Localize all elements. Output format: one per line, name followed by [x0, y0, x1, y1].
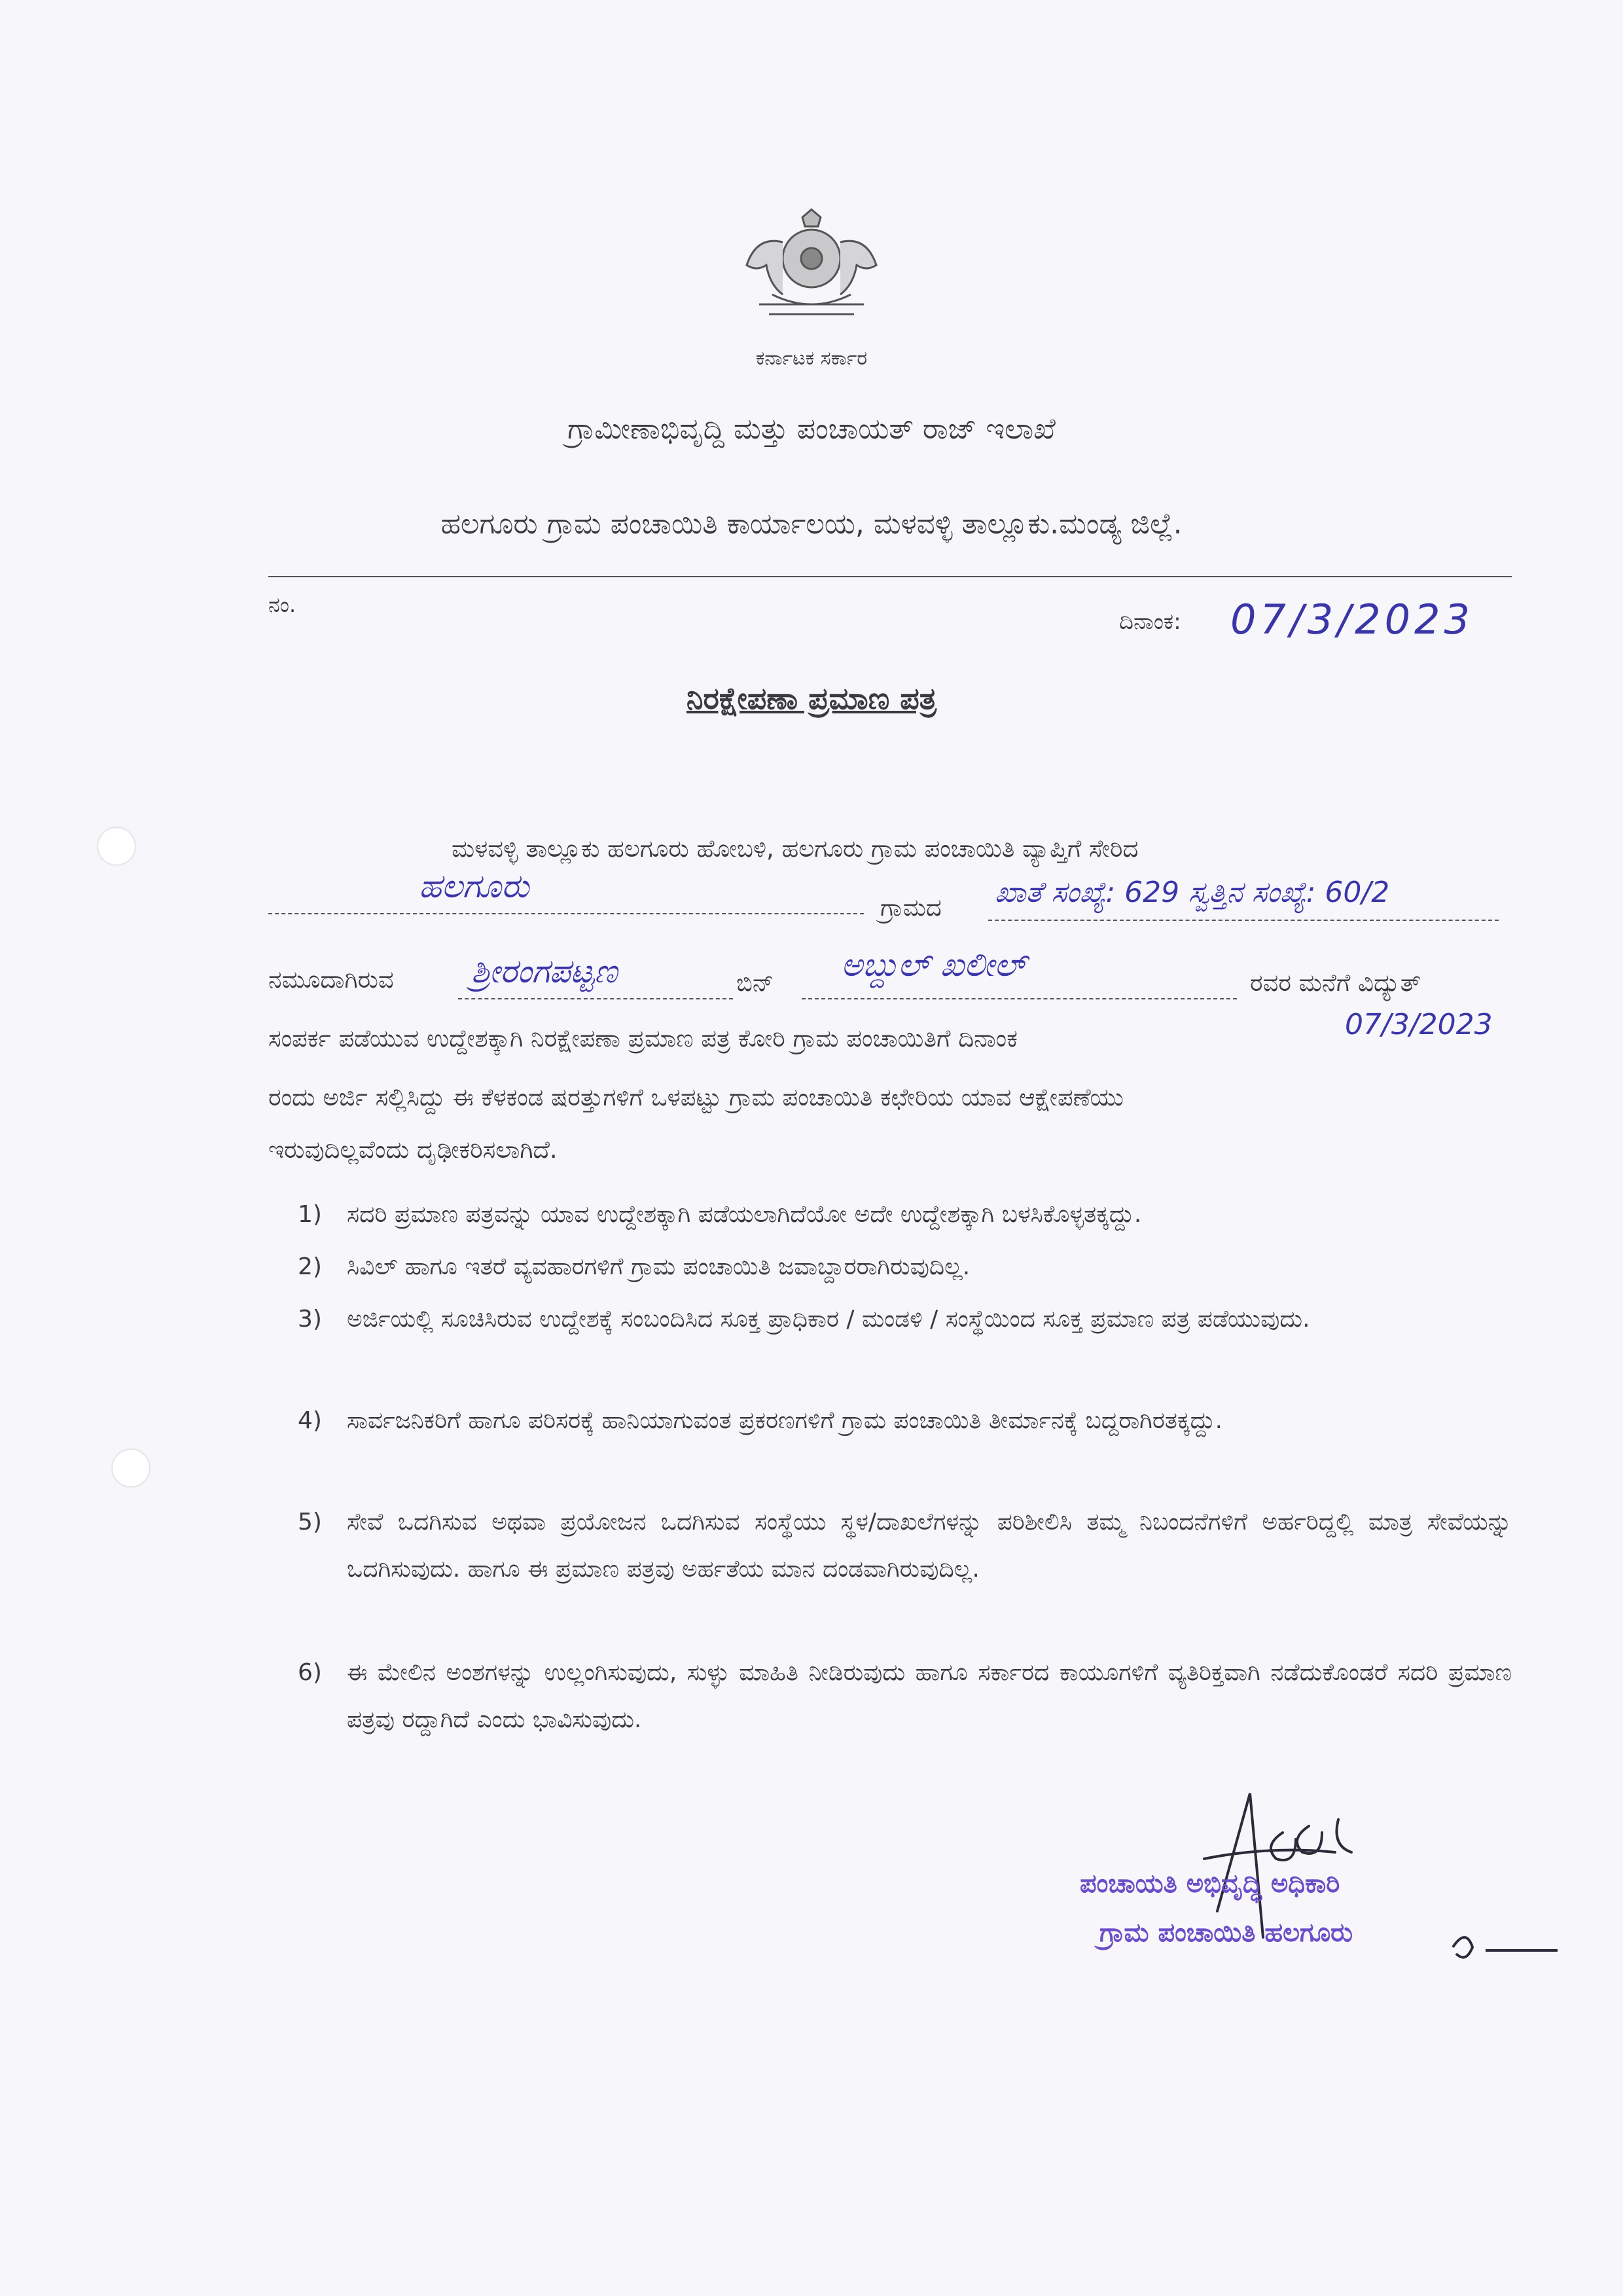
punch-hole-bottom	[113, 1450, 149, 1486]
father-name-handwritten: ಅಬ್ದುಲ್ ಖಲೀಲ್	[841, 946, 1026, 984]
condition-number: 5)	[298, 1509, 322, 1535]
state-emblem-icon	[733, 196, 890, 327]
name-fill-line	[458, 998, 733, 999]
condition-item	[298, 1191, 1508, 1244]
condition-item	[298, 1296, 1508, 1394]
office-name: ಹಲಗೂರು ಗ್ರಾಮ ಪಂಚಾಯಿತಿ ಕಾರ್ಯಾಲಯ, ಮಳವಳ್ಳಿ ತಾಲ್ಲೂಕು.ಮಂಡ್ಯ ಜಿಲ್ಲೆ.	[440, 507, 1183, 541]
name-handwritten: ಶ್ರೀರಂಗಪಟ್ಟಣ	[471, 952, 618, 990]
date-label: ದಿನಾಂಕ:	[1119, 609, 1181, 635]
bin-label: ಬಿನ್	[736, 969, 774, 997]
village-fill-line	[268, 913, 864, 914]
date-value-handwritten: 07/3/2023	[1230, 596, 1474, 643]
condition-item	[298, 1649, 1512, 1748]
condition-text: ಸಾರ್ವಜನಿಕರಿಗೆ ಹಾಗೂ ಪರಿಸರಕ್ಕೆ ಹಾನಿಯಾಗುವಂತ ಪ್ರಕರಣಗಳಿಗೆ ಗ್ರಾಮ ಪಂಚಾಯಿತಿ ತೀರ್ಮಾನಕ್ಕೆ ಬದ್ದರಾಗಿರತಕ್ಕದ್ದು.	[347, 1407, 1223, 1434]
condition-text: ಅರ್ಜಿಯಲ್ಲಿ ಸೂಚಿಸಿರುವ ಉದ್ದೇಶಕ್ಕೆ ಸಂಬಂದಿಸಿದ ಸೂಕ್ತ ಪ್ರಾಧಿಕಾರ / ಮಂಡಳಿ / ಸಂಸ್ಥೆಯಿಂದ ಸೂಕ್ತ ಪ್ರಮಾಣ ಪತ್ರ ಪಡೆಯುವುದು.	[347, 1306, 1310, 1333]
condition-number: 1)	[298, 1201, 322, 1228]
condition-number: 3)	[298, 1306, 322, 1333]
initials-mark	[1446, 1924, 1564, 1970]
condition-number: 4)	[298, 1407, 322, 1434]
property-handwritten: ಖಾತೆ ಸಂಖ್ಯೆ: 629 ಸ್ವತ್ತಿನ ಸಂಖ್ಯೆ: 60/2	[995, 876, 1390, 909]
department-name: ಗ್ರಾಮೀಣಾಭಿವೃದ್ದಿ ಮತ್ತು ಪಂಚಾಯತ್ ರಾಜ್ ಇಲಾಖೆ	[567, 412, 1056, 446]
header-divider	[268, 576, 1512, 577]
condition-text: ಸೇವೆ ಒದಗಿಸುವ ಅಥವಾ ಪ್ರಯೋಜನ ಒದಗಿಸುವ ಸಂಸ್ಥೆಯು ಸ್ಥಳ/ದಾಖಲೆಗಳನ್ನು ಪರಿಶೀಲಿಸಿ ತಮ್ಮ ನಿಬಂದನೆಗಳಿಗೆ ಅರ್ಹರಿದ್ದಲ್ಲಿ ಮಾತ್ರ ಸೇವೆಯನ್ನು ಒದಗಿಸುವುದು. ಹಾಗೂ ಈ ಪ್ರಮಾಣ ಪತ್ರವು ಅರ್ಹತೆಯ ಮಾನ ದಂಡವಾಗಿರುವುದಿಲ್ಲ.	[347, 1509, 1512, 1583]
application-date-handwritten: 07/3/2023	[1345, 1008, 1493, 1041]
condition-item	[298, 1244, 1508, 1296]
body-line-1: ಮಳವಳ್ಳಿ ತಾಲ್ಲೂಕು ಹಲಗೂರು ಹೋಬಳಿ, ಹಲಗೂರು ಗ್ರಾಮ ಪಂಚಾಯಿತಿ ವ್ಯಾಪ್ತಿಗೆ ಸೇರಿದ	[452, 834, 1139, 863]
condition-text: ಸದರಿ ಪ್ರಮಾಣ ಪತ್ರವನ್ನು ಯಾವ ಉದ್ದೇಶಕ್ಕಾಗಿ ಪಡೆಯಲಾಗಿದೆಯೋ ಅದೇ ಉದ್ದೇಶಕ್ಕಾಗಿ ಬಳಸಿಕೊಳ್ಳತಕ್ಕದ್ದು.	[347, 1201, 1142, 1228]
condition-item	[298, 1397, 1508, 1496]
condition-number: 6)	[298, 1659, 322, 1686]
body-line-3-end: ರವರ ಮನೆಗೆ ವಿದ್ಯುತ್	[1250, 969, 1421, 997]
condition-item	[298, 1499, 1512, 1643]
certificate-title: ನಿರಕ್ಷೇಪಣಾ ಪ್ರಮಾಣ ಪತ್ರ	[686, 681, 937, 716]
body-line-4: ಸಂಪರ್ಕ ಪಡೆಯುವ ಉದ್ದೇಶಕ್ಕಾಗಿ ನಿರಕ್ಷೇಪಣಾ ಪ್ರಮಾಣ ಪತ್ರ ಕೋರಿ ಗ್ರಾಮ ಪಂಚಾಯಿತಿಗೆ ದಿನಾಂಕ	[268, 1024, 1018, 1052]
village-label: ಗ್ರಾಮದ	[880, 893, 942, 922]
community-label: ನಮೂದಾಗಿರುವ	[268, 965, 394, 994]
signatory-stamp-line-1: ಪಂಚಾಯತಿ ಅಭಿವೃದ್ಧಿ ಅಧಿಕಾರಿ	[1080, 1869, 1340, 1899]
punch-hole-top	[98, 828, 135, 865]
signatory-stamp-line-2: ಗ್ರಾಮ ಪಂಚಾಯಿತಿ ಹಲಗೂರು	[1099, 1918, 1353, 1948]
condition-text: ಸಿವಿಲ್ ಹಾಗೂ ಇತರೆ ವ್ಯವಹಾರಗಳಿಗೆ ಗ್ರಾಮ ಪಂಚಾಯಿತಿ ಜವಾಬ್ದಾರರಾಗಿರುವುದಿಲ್ಲ.	[347, 1253, 971, 1280]
body-line-6: ಇರುವುದಿಲ್ಲವೆಂದು ದೃಢೀಕರಿಸಲಾಗಿದೆ.	[268, 1136, 558, 1164]
government-name: ಕರ್ನಾಟಕ ಸರ್ಕಾರ	[755, 347, 868, 370]
condition-text: ಈ ಮೇಲಿನ ಅಂಶಗಳನ್ನು ಉಲ್ಲಂಗಿಸುವುದು, ಸುಳ್ಳು ಮಾಹಿತಿ ನೀಡಿರುವುದು ಹಾಗೂ ಸರ್ಕಾರದ ಕಾಯೂಗಳಿಗೆ ವ್ಯತಿರಿಕ್ತವಾಗಿ ನಡೆದುಕೊಂಡರೆ ಸದರಿ ಪ್ರಮಾಣ ಪತ್ರವು ರದ್ದಾಗಿದೆ ಎಂದು ಭಾವಿಸುವುದು.	[347, 1659, 1512, 1733]
condition-number: 2)	[298, 1253, 322, 1280]
property-fill-line	[988, 920, 1499, 921]
village-handwritten: ಹಲಗೂರು	[419, 867, 529, 905]
reference-number-label: ನಂ.	[268, 592, 296, 617]
body-line-5: ರಂದು ಅರ್ಜಿ ಸಲ್ಲಿಸಿದ್ದು ಈ ಕೆಳಕಂಡ ಷರತ್ತುಗಳಿಗೆ ಒಳಪಟ್ಟು ಗ್ರಾಮ ಪಂಚಾಯಿತಿ ಕಛೇರಿಯ ಯಾವ ಆಕ್ಷೇಪಣೆಯು	[268, 1083, 1124, 1111]
father-fill-line	[802, 998, 1237, 999]
